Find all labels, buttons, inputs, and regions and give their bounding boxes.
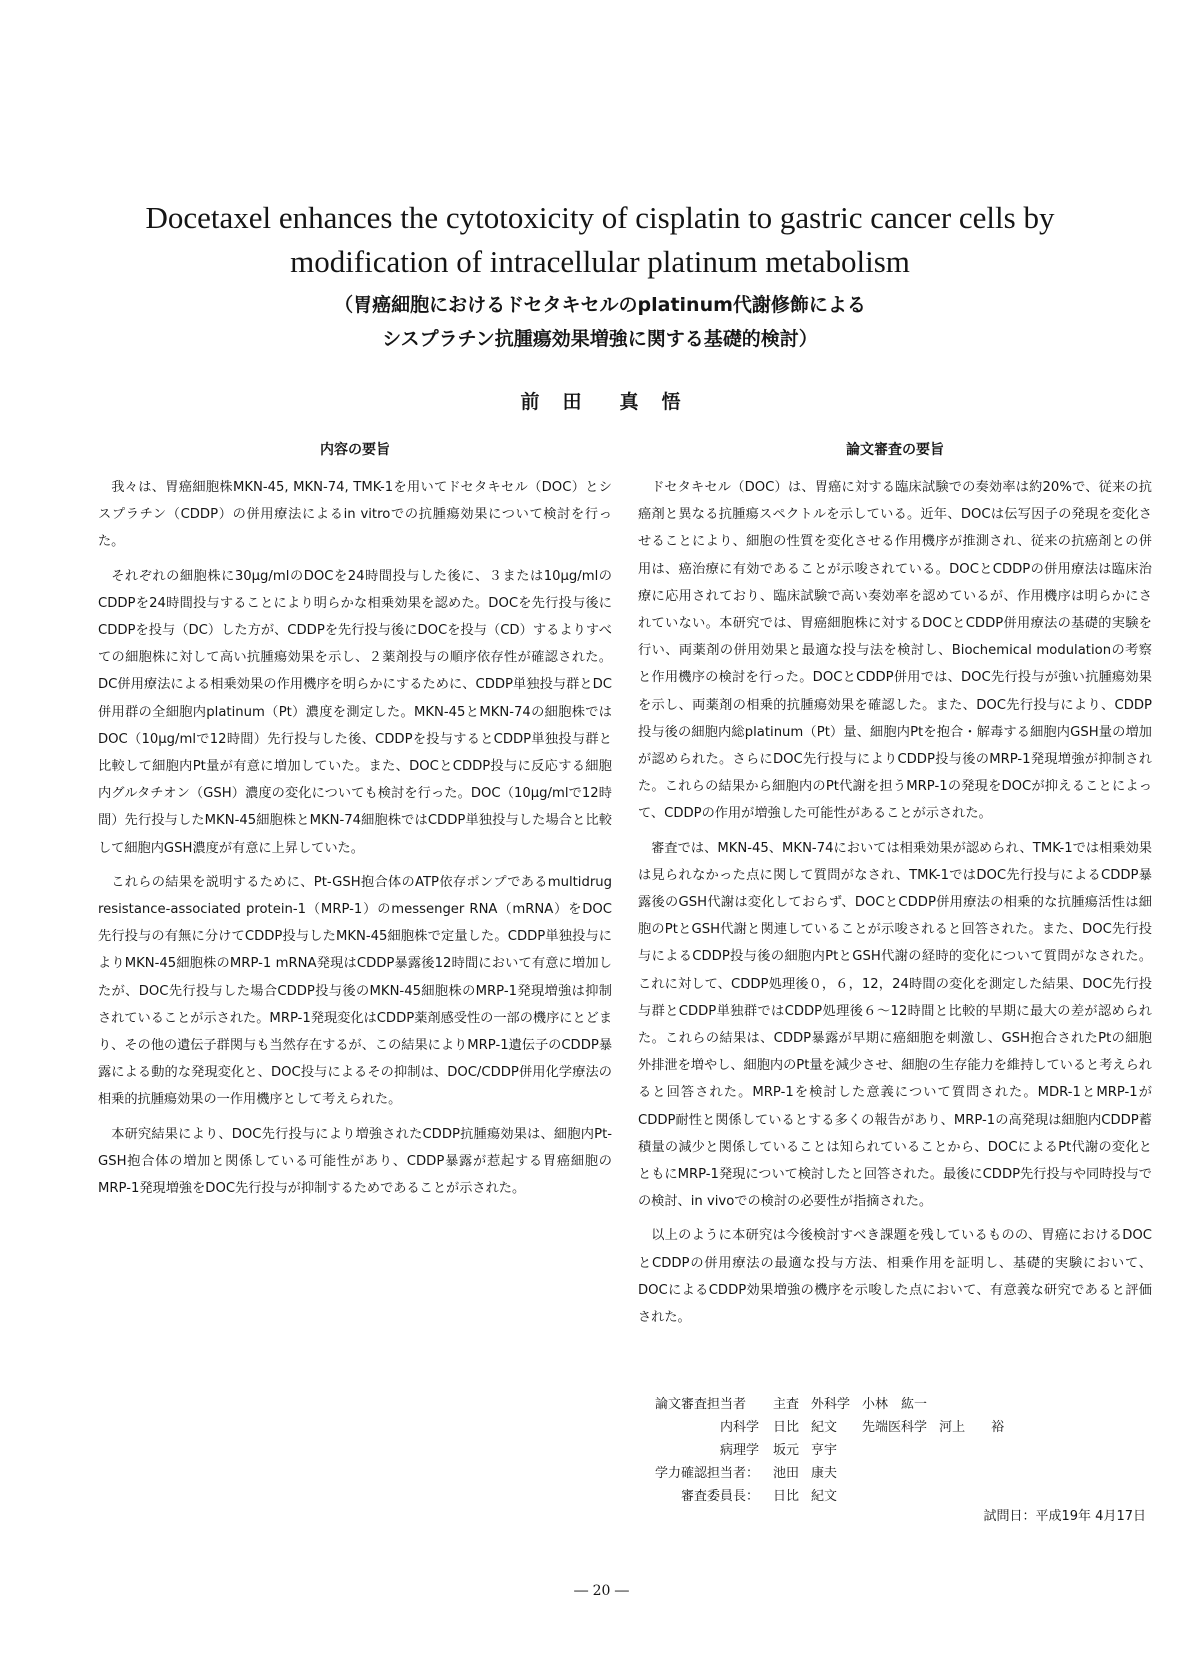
committee-dept: 病理学 [720, 1443, 760, 1458]
summary-paragraph: それぞれの細胞株に30μg/mlのDOCを24時間投与した後に、３または10μg/mlのCDDPを24時間投与することにより明らかな相乗効果を認めた。DOCを先行投与後にCDDPを投与（DC）した方が、CDDPを先行投与後にDOCを投与（CD）するよりすべての細胞株に対して高い抗腫瘍効果を示し、２薬剤投与の順序依存性が確認された。DC併用療法による相乗効果の作用機序を明らかにするために、CDDP単独投与群とDC併用群の全細胞内platinum（Pt）濃度を測定した。MKN-45とMKN-74の細胞株ではDOC（10μg/mlで12時間）先行投与した後、CDDPを投与するとCDDP単独投与群と比較して細胞内Pt量が有意に増加していた。また、DOCとCDDP投与に反応する細胞内グルタチオン（GSH）濃度の変化についても検討を行った。DOC（10μg/mlで12時間）先行投与したMKN-45細胞株とMKN-74細胞株ではCDDP単独投与した場合と比較して細胞内GSH濃度が有意に上昇していた。 [98, 568, 612, 856]
english-title [90, 196, 1110, 284]
committee-row [655, 1485, 1016, 1508]
japanese-title [90, 288, 1110, 356]
committee-member-given: 亨宇 [811, 1443, 838, 1458]
committee-member-family: 日比 [773, 1489, 800, 1504]
committee-dept: 内科学 [720, 1420, 760, 1435]
japanese-title-line-1: （胃癌細胞におけるドセタキセルのplatinum代謝修飾による [334, 294, 866, 316]
summary-paragraph: これらの結果を説明するために、Pt-GSH抱合体のATP依存ポンプであるmultidrug resistance-associated protein-1（MRP-1）のmessenger RNA（mRNA）をDOC先行投与の有無に分けてCDDP投与したMKN-45細胞株で定量した。CDDP単独投与によりMKN-45細胞株のMRP-1 mRNA発現はCDDP暴露後12時間において有意に増加したが、DOC先行投与した場合CDDP投与後のMKN-45細胞株のMRP-1発現増強は抑制されていることが示された。MRP-1発現変化はCDDP薬剤感受性の一部の機序にとどまり、その他の遺伝子群関与も当然存在するが、この結果によりMRP-1遺伝子のCDDP暴露による動的な発現変化と、DOC投与によるその抑制は、DOC/CDDP併用化学療法の相乗的抗腫瘍効果の一作用機序として考えられた。 [98, 874, 613, 1108]
committee-name: 小林 紘一 [862, 1397, 928, 1412]
japanese-title-line-2: シスプラチン抗腫瘍効果増強に関する基礎的検討） [382, 328, 818, 350]
review-summary-heading: 論文審査の要旨 [846, 442, 944, 458]
english-title-line-2: modification of intracellular platinum metabolism [290, 244, 910, 279]
author-family-name: 前 田 [520, 391, 584, 413]
committee-name-2: 河上 裕 [939, 1420, 1005, 1435]
committee-member-family: 坂元 [773, 1443, 800, 1458]
committee-role: 論文審査担当者 [655, 1397, 747, 1412]
content-summary-heading: 内容の要旨 [320, 442, 390, 458]
committee-table [655, 1393, 1016, 1508]
content-summary-column [98, 440, 612, 1209]
committee-member-given: 紀文 [811, 1420, 838, 1435]
review-summary-column [638, 440, 1152, 1338]
author-name [0, 387, 1203, 414]
committee-dept-2: 先端医科学 [862, 1420, 928, 1435]
committee-role: 学力確認担当者： [655, 1466, 760, 1481]
page-number: ― 20 ― [574, 1583, 629, 1599]
review-committee [655, 1393, 1016, 1508]
exam-date: 試問日：平成19年 4月17日 [983, 1509, 1146, 1524]
review-paragraph: 審査では、MKN-45、MKN-74においては相乗効果が認められ、TMK-1では相乗効果は見られなかった点に関して質問がなされ、TMK-1ではDOC先行投与によるCDDP暴露後のGSH代謝は変化しておらず、DOCとCDDP併用療法の相乗的な抗腫瘍活性は細胞のPtとGSH代謝と関連していることが示唆されると回答された。また、DOC先行投与によるCDDP投与後の細胞内PtとGSH代謝の経時的変化について質問がなされた。これに対して、CDDP処理後０，６，12，24時間の変化を測定した結果、DOC先行投与群とCDDP単独群ではCDDP処理後６～12時間と比較的早期に最大の差が認められた。これらの結果は、CDDP暴露が早期に癌細胞を刺激し、GSH抱合されたPtの細胞外排泄を増やし、細胞内のPt量を減少させ、細胞の生存能力を維持していると考えられると回答された。MRP-1を検討した意義について質問された。MDR-1とMRP-1がCDDP耐性と関係しているとする多くの報告があり、MRP-1の高発現は細胞内CDDP蓄積量の減少と関係していることは知られていることから、DOCによるPt代謝の変化とともにMRP-1発現について検討したと回答された。最後にCDDP先行投与や同時投与での検討、in vivoでの検討の必要性が指摘された。 [638, 840, 1152, 1210]
committee-row [655, 1393, 1016, 1416]
title-block [90, 196, 1110, 356]
review-paragraph: 以上のように本研究は今後検討すべき課題を残しているものの、胃癌におけるDOCとCDDPの併用療法の最適な投与方法、相乗作用を証明し、基礎的実験において、DOCによるCDDP効果増強の機序を示唆した点において、有意義な研究であると評価された。 [638, 1228, 1152, 1326]
committee-row [655, 1416, 1016, 1439]
committee-title: 主査 [773, 1397, 800, 1412]
review-paragraph: ドセタキセル（DOC）は、胃癌に対する臨床試験での奏効率は約20%で、従来の抗癌剤と異なる抗腫瘍スペクトルを示している。近年、DOCは伝写因子の発現を変化させることにより、細胞の性質を変化させる作用機序が推測され、従来の抗癌剤との併用は、癌治療に有効であることが示唆されている。DOCとCDDPの併用療法は臨床治療に応用されており、臨床試験で高い奏効率を認めているが、作用機序は明らかにされていない。本研究では、胃癌細胞株に対するDOCとCDDP併用療法の基礎的実験を行い、両薬剤の併用効果と最適な投与法を検討し、Biochemical modulationの考察と作用機序の検討を行った。DOCとCDDP併用では、DOC先行投与が強い抗腫瘍効果を示し、両薬剤の相乗的抗腫瘍効果を確認した。また、DOC先行投与により、CDDP投与後の細胞内総platinum（Pt）量、細胞内Ptを抱合・解毒する細胞内GSH量の増加が認められた。さらにDOC先行投与によりCDDP投与後のMRP-1発現増強が抑制された。これらの結果から細胞内のPt代謝を担うMRP-1の発現をDOCが抑えることによって、CDDPの作用が増強した可能性があることが示された。 [638, 480, 1152, 822]
committee-member-family: 日比 [773, 1420, 800, 1435]
committee-member-given: 康夫 [811, 1466, 838, 1481]
author-given-name: 真 悟 [619, 391, 683, 413]
summary-paragraph: 本研究結果により、DOC先行投与により増強されたCDDP抗腫瘍効果は、細胞内Pt-GSH抱合体の増加と関係している可能性があり、CDDP暴露が惹起する胃癌細胞のMRP-1発現増強をDOC先行投与が抑制するためであることが示された。 [98, 1126, 612, 1197]
committee-row [655, 1439, 1016, 1462]
english-title-line-1: Docetaxel enhances the cytotoxicity of cisplatin to gastric cancer cells by [145, 200, 1055, 235]
committee-member-given: 紀文 [811, 1489, 838, 1504]
committee-dept: 外科学 [811, 1397, 851, 1412]
committee-member-family: 池田 [773, 1466, 800, 1481]
summary-paragraph: 我々は、胃癌細胞株MKN-45, MKN-74, TMK-1を用いてドセタキセル（DOC）とシスプラチン（CDDP）の併用療法によるin vitroでの抗腫瘍効果について検討を行った。 [98, 480, 612, 550]
committee-row [655, 1462, 1016, 1485]
committee-role: 審査委員長： [681, 1489, 760, 1504]
